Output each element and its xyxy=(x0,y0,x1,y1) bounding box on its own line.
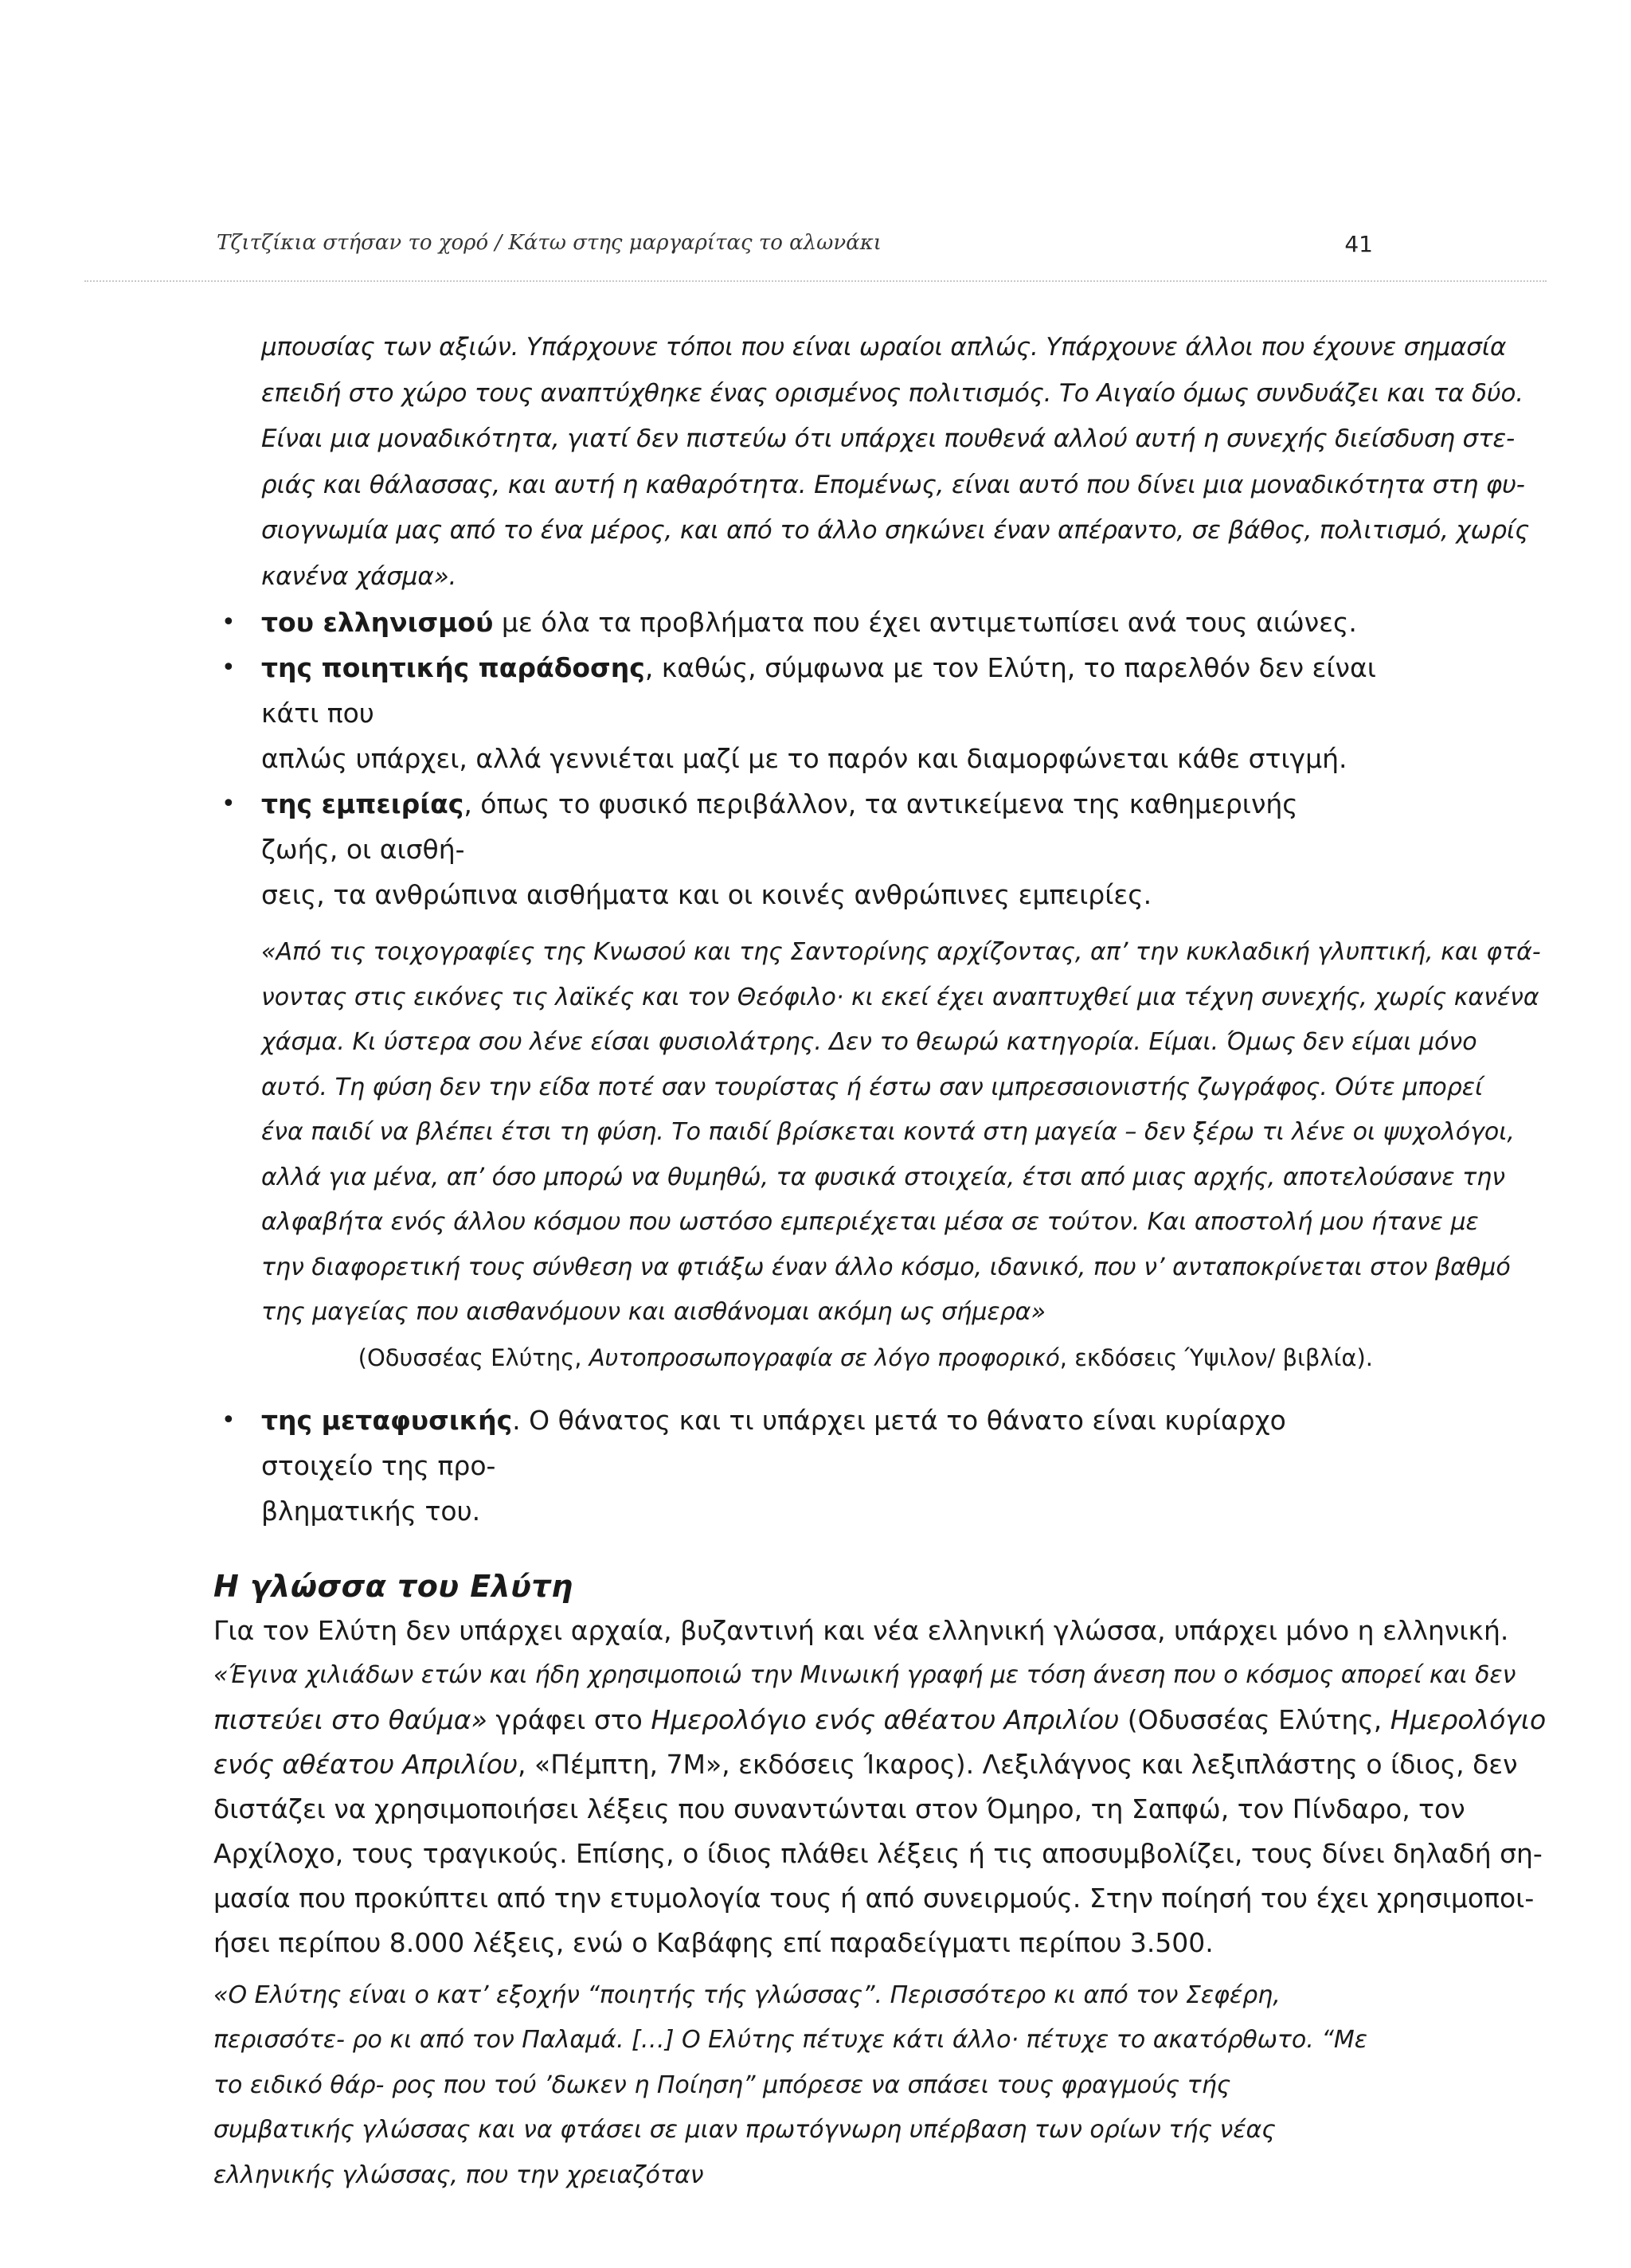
quote-line: ρο κι από τον Παλαμά. […] Ο Ελύτης πέτυχε κάτι άλλο· πέτυχε το ακατόρθωτο. “Με το ειδικό θάρ- xyxy=(213,2026,1368,2099)
bullet-term: της ποιητικής παράδοσης xyxy=(261,652,645,683)
bullet-term: της μεταφυσικής xyxy=(261,1404,513,1436)
list-item xyxy=(221,1398,1376,1534)
text-line: επειδή στο χώρο τους αναπτύχθηκε ένας ορισμένος πολιτισμός. Το Αιγαίο όμως συνδυάζει και τα δύο. xyxy=(261,378,1523,408)
list-item xyxy=(221,781,1376,917)
page-body xyxy=(213,325,1547,2198)
quote-line: νοντας στις εικόνες τις λαϊκές και τον Θεόφιλο· κι εκεί έχει αναπτυχθεί μια τέχνη συνεχής, χωρίς κανένα xyxy=(261,983,1539,1011)
bullet-text: απλώς υπάρχει, αλλά γεννιέται μαζί με το παρόν και διαμορφώνεται κάθε στιγμή. xyxy=(261,743,1347,774)
text-line: Αρχίλοχο, τους τραγικούς. Επίσης, ο ίδιος πλάθει λέξεις ή τις αποσυμβολίζει, τους δίνει δηλαδή ση- xyxy=(213,1837,1543,1869)
bullet-icon: • xyxy=(221,608,236,636)
bullet-list xyxy=(221,600,1376,917)
text-line: «Έγινα χιλιάδων ετών και ήδη χρησιμοποιώ την Μινωική γραφή με τόση άνεση που ο κόσμος απορεί και δεν xyxy=(213,1660,1516,1689)
bullet-icon: • xyxy=(221,1406,236,1434)
text-line: κανένα χάσμα». xyxy=(261,561,457,591)
text-line: σιογνωμία μας από το ένα μέρος, και από το άλλο σηκώνει έναν απέραντο, σε βάθος, πολιτισμό, χωρίς xyxy=(261,516,1530,545)
quote-line: «Από τις τοιχογραφίες της Κνωσού και της Σαντορίνης αρχίζοντας, απ’ την κυκλαδική γλυπτική, και φτά- xyxy=(261,938,1541,966)
page-number: 41 xyxy=(1344,231,1373,257)
text-line: Είναι μια μοναδικότητα, γιατί δεν πιστεύω ότι υπάρχει πουθενά αλλού αυτή η συνεχής διείσδυση στε- xyxy=(261,424,1515,453)
bullet-term: του ελληνισμού xyxy=(261,607,494,638)
quote-fragment: πιστεύει στο θαύμα» xyxy=(213,1703,487,1735)
book-title: Ημερολόγιο xyxy=(1390,1703,1547,1735)
text-line xyxy=(213,1698,1547,1742)
running-head: Τζιτζίκια στήσαν το χορό / Κάτω στης μαργαρίτας το αλωνάκι xyxy=(217,231,882,255)
citation-author: (Οδυσσέας Ελύτης, xyxy=(358,1343,589,1371)
quote-citation xyxy=(261,1335,1376,1380)
bullet-term: της εμπειρίας xyxy=(261,788,464,819)
quote-line: χάσμα. Κι ύστερα σου λένε είσαι φυσιολάτρης. Δεν το θεωρώ κατηγορία. Είμαι. Όμως δεν είμαι μόνο xyxy=(261,1028,1477,1056)
text-fragment: , «Πέμπτη, 7Μ», εκδόσεις Ίκαρος). Λεξιλάγνος και λεξιπλάστης ο ίδιος, δεν xyxy=(518,1748,1518,1780)
quote-line: ένα παιδί να βλέπει έτσι τη φύση. Το παιδί βρίσκεται κοντά στη μαγεία – δεν ξέρω τι λένε οι ψυχολόγοι, xyxy=(261,1118,1515,1146)
text-line xyxy=(213,1742,1518,1787)
text-line: Για τον Ελύτη δεν υπάρχει αρχαία, βυζαντινή και νέα ελληνική γλώσσα, υπάρχει μόνο η ελληνική. xyxy=(213,1614,1509,1646)
quote-line: αυτό. Τη φύση δεν την είδα ποτέ σαν τουρίστας ή έστω σαν ιμπρεσσιονιστής ζωγράφος. Ούτε μπορεί xyxy=(261,1073,1484,1101)
bullet-icon: • xyxy=(221,790,236,818)
bullet-text: , όπως το φυσικό περιβάλλον, τα αντικείμενα της καθημερινής ζωής, οι αισθή- xyxy=(261,788,1298,865)
bullet-icon: • xyxy=(221,654,236,682)
book-title: ενός αθέατου Απριλίου xyxy=(213,1748,518,1780)
list-item xyxy=(221,600,1376,645)
header-divider xyxy=(84,280,1547,282)
text-fragment: γράφει στο xyxy=(487,1703,651,1735)
quote-line: της μαγείας που αισθανόμουν και αισθάνομαι ακόμη ως σήμερα» xyxy=(261,1298,1046,1326)
quote-line: αλφαβήτα ενός άλλου κόσμου που ωστόσο εμπεριέχεται μέσα σε τούτον. Και αποστολή μου ήτανε με xyxy=(261,1208,1479,1236)
section-heading: Η γλώσσα του Ελύτη xyxy=(213,1568,573,1604)
text-line: ριάς και θάλασσας, και αυτή η καθαρότητα. Επομένως, είναι αυτό που δίνει μια μοναδικότητα στη φυ- xyxy=(261,470,1525,499)
quote-line: «Ο Ελύτης είναι ο κατ’ εξοχήν “ποιητής τής γλώσσας”. Περισσότερο κι από τον Σεφέρη, περισσότε- xyxy=(213,1981,1281,2054)
quote-line: φτάσει σε μιαν πρωτόγνωρη υπέρβαση των ορίων τής νέας ελληνικής γλώσσας, που την χρειαζόταν xyxy=(213,2116,1276,2189)
elytis-quote xyxy=(261,930,1541,1335)
quote-line: αλλά για μένα, απ’ όσο μπορώ να θυμηθώ, τα φυσικά στοιχεία, έτσι από μιας αρχής, αποτελούσανε την xyxy=(261,1163,1505,1191)
text-line: μασία που προκύπτει από την ετυμολογία τους ή από συνειρμούς. Στην ποίησή του έχει χρησιμοποι- xyxy=(213,1882,1535,1914)
quote-line: ρος που τού ’δωκεν η Ποίηση” μπόρεσε να σπάσει τους φραγμούς τής συμβατικής γλώσσας και να xyxy=(213,2071,1231,2144)
critic-quote xyxy=(213,1973,1376,2199)
bullet-text: με όλα τα προβλήματα που έχει αντιμετωπίσει ανά τους αιώνες. xyxy=(493,607,1357,638)
citation-publisher: , εκδόσεις Ύψιλον/ βιβλία). xyxy=(1059,1343,1373,1371)
bullet-text: . Ο θάνατος και τι υπάρχει μετά το θάνατο είναι κυρίαρχο στοιχείο της προ- xyxy=(261,1404,1286,1481)
bullet-text: βληματικής του. xyxy=(261,1495,481,1527)
body-paragraph xyxy=(213,1609,1547,1965)
intro-quote-continuation xyxy=(261,325,1530,600)
text-fragment: (Οδυσσέας Ελύτης, xyxy=(1119,1703,1390,1735)
bullet-text: σεις, τα ανθρώπινα αισθήματα και οι κοινές ανθρώπινες εμπειρίες. xyxy=(261,879,1152,910)
list-item xyxy=(221,645,1376,781)
bullet-list-continued xyxy=(221,1398,1376,1534)
book-title: Ημερολόγιο ενός αθέατου Απριλίου xyxy=(651,1703,1120,1735)
bullet-text: , καθώς, σύμφωνα με τον Ελύτη, το παρελθόν δεν είναι κάτι που xyxy=(261,652,1376,729)
text-line: διστάζει να χρησιμοποιήσει λέξεις που συναντώνται στον Όμηρο, τη Σαπφώ, τον Πίνδαρο, τον xyxy=(213,1793,1465,1824)
quote-line: την διαφορετική τους σύνθεση να φτιάξω έναν άλλο κόσμο, ιδανικό, που ν’ ανταποκρίνεται στον βαθμό xyxy=(261,1253,1511,1281)
text-line: ήσει περίπου 8.000 λέξεις, ενώ ο Καβάφης επί παραδείγματι περίπου 3.500. xyxy=(213,1926,1214,1958)
citation-title: Αυτοπροσωπογραφία σε λόγο προφορικό xyxy=(589,1343,1060,1371)
text-line: μπουσίας των αξιών. Υπάρχουνε τόποι που είναι ωραίοι απλώς. Υπάρχουνε άλλοι που έχουνε σημασία xyxy=(261,333,1507,362)
